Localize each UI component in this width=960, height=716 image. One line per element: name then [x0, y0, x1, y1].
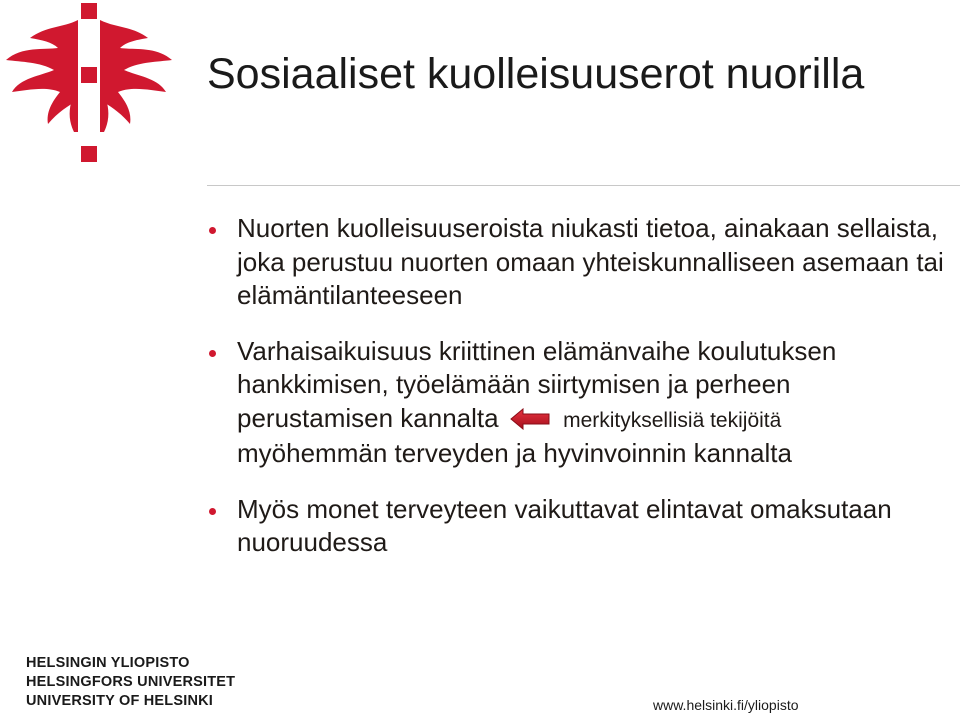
university-name-sv: HELSINGFORS UNIVERSITET [26, 674, 236, 690]
bullet-line-with-arrow [237, 402, 954, 438]
bullet-line: hankkimisen, työelämään siirtymisen ja perheen [237, 369, 791, 399]
slide-title: Sosiaaliset kuolleisuuserot nuorilla [207, 50, 865, 98]
bullet-dot-icon [209, 508, 216, 515]
bullet-text: Myös monet terveyteen vaikuttavat elintavat omaksutaan nuoruudessa [237, 493, 892, 557]
bullet-text: Nuorten kuolleisuuseroista niukasti tietoa, ainakaan sellaista, joka perustuu nuorten omaan yhteiskunnalliseen asemaan tai elämäntilanteeseen [237, 213, 944, 310]
footer-url: www.helsinki.fi/yliopisto [653, 697, 799, 713]
title-divider [207, 185, 960, 186]
bullet-line-part: merkityksellisiä tekijöitä [563, 408, 782, 432]
bullet-line-part: perustamisen kannalta [237, 402, 499, 433]
university-wordmark [26, 654, 235, 711]
bullet-item [209, 493, 954, 560]
bullet-line: myöhemmän terveyden ja hyvinvoinnin kannalta [237, 438, 792, 468]
university-name-fi: HELSINGIN YLIOPISTO [26, 655, 190, 671]
university-flame-logo [0, 0, 200, 170]
bullet-item [209, 335, 954, 471]
bullet-line: Varhaisaikuisuus kriittinen elämänvaihe koulutuksen [237, 335, 837, 366]
bullet-dot-icon [209, 227, 216, 234]
left-arrow-icon [510, 408, 550, 430]
bullet-item [209, 212, 954, 313]
bullet-dot-icon [209, 350, 216, 357]
bullet-list [209, 212, 954, 582]
university-name-en: UNIVERSITY OF HELSINKI [26, 693, 214, 709]
